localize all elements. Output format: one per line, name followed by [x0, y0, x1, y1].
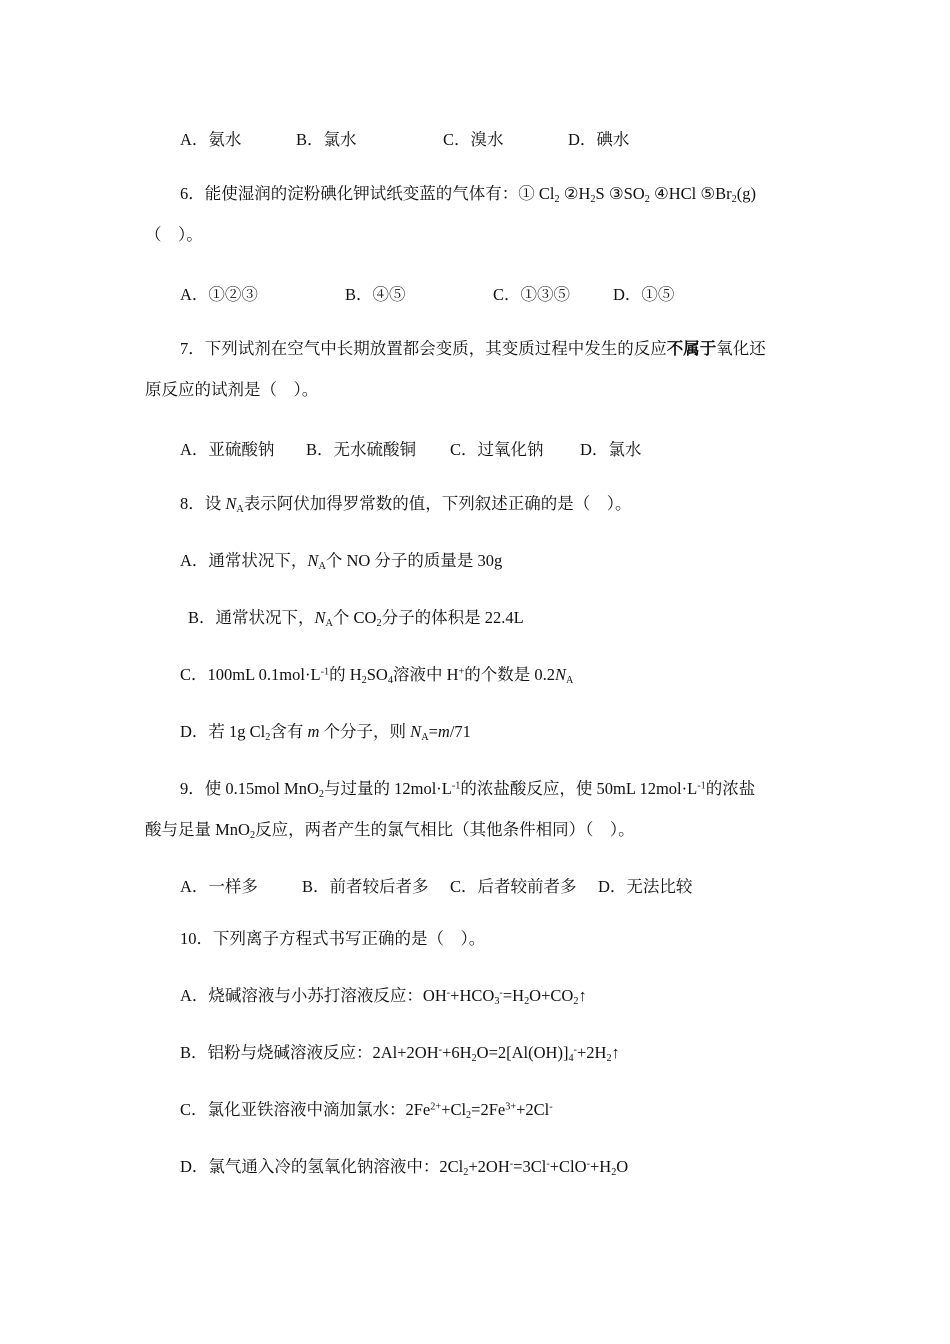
subscript: A	[566, 674, 574, 686]
avogadro-symbol: N	[555, 665, 567, 684]
q9-stem	[180, 778, 755, 800]
q6-option-a: A．①②③	[180, 285, 258, 304]
superscript: -	[546, 1158, 550, 1170]
q9-option-d: D．无法比较	[598, 877, 693, 896]
option-text: 溶液中 H	[392, 665, 459, 684]
superscript: -	[549, 1101, 553, 1113]
q8-stem-text: 表示阿伏加得罗常数的值，下列叙述正确的是（ ）。	[243, 494, 632, 513]
q10-option-b	[180, 1042, 620, 1064]
superscript: -	[586, 1158, 590, 1170]
subscript: A	[325, 617, 333, 629]
avogadro-symbol: N	[410, 722, 422, 741]
superscript: +	[458, 666, 465, 678]
subscript: 2	[463, 1166, 469, 1178]
option-text: +2OH	[468, 1157, 510, 1176]
q9-option-c: C．后者较前者多	[450, 877, 577, 896]
avogadro-symbol: N	[307, 551, 319, 570]
superscript: 2+	[430, 1101, 442, 1113]
q5-option-b: B．氯水	[296, 130, 357, 149]
avogadro-symbol: N	[225, 494, 237, 513]
option-text: /71	[449, 722, 471, 741]
q6-option-b: B．④⑤	[345, 285, 406, 304]
q7-option-a: A．亚硫酸钠	[180, 440, 275, 459]
subscript: 2	[471, 1052, 477, 1064]
q6-stem-text: 6．能使湿润的淀粉碘化钾试纸变蓝的气体有：① Cl	[180, 184, 555, 203]
q9-stem-line2	[145, 819, 635, 841]
option-text: B．铝粉与烧碱溶液反应：2Al+2OH	[180, 1043, 439, 1062]
q9-option-b: B．前者较后者多	[302, 877, 429, 896]
q7-option-b: B．无水硫酸铜	[306, 440, 417, 459]
superscript: -	[509, 1158, 514, 1170]
option-text: +Cl	[441, 1100, 467, 1119]
subscript: 4	[387, 674, 393, 686]
q7-stem	[180, 338, 766, 360]
subscript: 2	[611, 1166, 617, 1178]
option-text: A．通常状况下，	[180, 551, 308, 570]
q9-stem-text: 的浓盐酸反应，使 50mL 12mol·L	[460, 779, 698, 798]
q9-stem-text: 反应，两者产生的氯气相比（其他条件相同）（ ）。	[255, 820, 635, 839]
q5-option-c: C．溴水	[443, 130, 504, 149]
option-text: +2H	[576, 1043, 607, 1062]
option-text: =	[428, 722, 438, 741]
option-text: 分子的体积是 22.4L	[381, 608, 524, 627]
q8-stem-text: 8．设	[180, 494, 226, 513]
subscript: 2	[318, 788, 324, 800]
q6-answer-blank: （ ）。	[145, 225, 203, 244]
subscript: 4	[568, 1052, 574, 1064]
option-text: SO	[366, 665, 388, 684]
option-text: 的个数是 0.2	[464, 665, 555, 684]
variable-m: m	[437, 722, 450, 741]
subscript: A	[236, 503, 244, 515]
q8-stem	[180, 493, 632, 515]
option-text: =2Fe	[471, 1100, 506, 1119]
q10-option-d	[180, 1156, 628, 1178]
q6-option-d: D．①⑤	[613, 285, 675, 304]
q7-option-d: D．氯水	[580, 440, 642, 459]
option-text: O	[616, 1157, 629, 1176]
q6-stem-text: (g)	[736, 184, 757, 203]
option-text: 个分子，则	[319, 722, 411, 741]
superscript: -1	[697, 780, 706, 792]
q9-stem-text: 酸与足量 MnO	[145, 820, 250, 839]
variable-m: m	[307, 722, 320, 741]
q9-stem-text: 9．使 0.15mol MnO	[180, 779, 319, 798]
q6-stem	[180, 183, 756, 205]
q8-option-c	[180, 664, 573, 686]
q10-stem: 10．下列离子方程式书写正确的是（ ）。	[180, 929, 486, 948]
option-text: O+CO	[529, 986, 574, 1005]
subscript: 2	[573, 995, 579, 1007]
subscript: A	[421, 731, 429, 743]
subscript: 2	[554, 193, 560, 205]
option-text: O=2[Al(OH)]	[476, 1043, 569, 1062]
option-text: +HCO	[450, 986, 495, 1005]
superscript: -	[499, 987, 503, 999]
option-text: ↑	[578, 986, 587, 1005]
q9-option-a: A．一样多	[180, 877, 258, 896]
subscript: 3	[494, 995, 500, 1007]
option-text: 的 H	[329, 665, 362, 684]
superscript: -1	[451, 780, 461, 792]
q7-stem-text: 氧化还	[716, 339, 766, 358]
q9-stem-text: 的浓盐	[705, 779, 756, 798]
superscript: -	[438, 1044, 443, 1056]
q5-option-d: D．碘水	[568, 130, 630, 149]
subscript: A	[318, 560, 326, 572]
q6-option-c: C．①③⑤	[493, 285, 571, 304]
option-text: ↑	[611, 1043, 620, 1062]
q7-stem-line2: 原反应的试剂是（ ）。	[145, 380, 319, 399]
option-text: 含有	[270, 722, 308, 741]
subscript: 2	[644, 193, 650, 205]
q9-stem-text: 与过量的 12mol·L	[324, 779, 452, 798]
option-text: B．通常状况下，	[188, 608, 315, 627]
option-text: 个 CO	[332, 608, 377, 627]
q8-option-b	[188, 607, 524, 629]
subscript: 2	[466, 1109, 472, 1121]
option-text: 个 NO 分子的质量是 30g	[325, 551, 503, 570]
q8-option-a	[180, 550, 502, 572]
option-text: D．氯气通入冷的氢氧化钠溶液中：2Cl	[180, 1157, 464, 1176]
subscript: 2	[361, 674, 367, 686]
option-text: A．烧碱溶液与小苏打溶液反应：OH	[180, 986, 447, 1005]
q8-option-d	[180, 721, 471, 743]
subscript: 2	[731, 193, 737, 205]
q5-option-a: A．氨水	[180, 130, 242, 149]
superscript: -	[446, 987, 451, 999]
avogadro-symbol: N	[314, 608, 326, 627]
q6-stem-text: S ③SO	[595, 184, 645, 203]
q10-option-a	[180, 985, 587, 1007]
option-text: =H	[502, 986, 525, 1005]
option-text: +6H	[442, 1043, 472, 1062]
option-text: =3Cl	[513, 1157, 547, 1176]
option-text: C．100mL 0.1mol·L	[180, 665, 321, 684]
subscript: 2	[606, 1052, 612, 1064]
q7-emphasis: 不属于	[666, 339, 717, 358]
subscript: 2	[249, 829, 256, 841]
superscript: -1	[320, 666, 330, 678]
option-text: +ClO	[549, 1157, 587, 1176]
q7-option-c: C．过氧化钠	[450, 440, 544, 459]
option-text: C．氯化亚铁溶液中滴加氯水：2Fe	[180, 1100, 431, 1119]
subscript: 2	[376, 617, 382, 629]
q7-stem-text: 7．下列试剂在空气中长期放置都会变质，其变质过程中发生的反应	[180, 339, 667, 358]
q10-option-c	[180, 1099, 553, 1121]
superscript: 3+	[505, 1101, 517, 1113]
subscript: 2	[265, 731, 271, 743]
subscript: 2	[590, 193, 596, 205]
q6-stem-text: ②H	[559, 184, 591, 203]
option-text: +2Cl	[516, 1100, 550, 1119]
q6-stem-text: ④HCl ⑤Br	[649, 184, 732, 203]
superscript: -	[573, 1044, 577, 1056]
option-text: +H	[589, 1157, 612, 1176]
option-text: D．若 1g Cl	[180, 722, 266, 741]
subscript: 2	[524, 995, 530, 1007]
